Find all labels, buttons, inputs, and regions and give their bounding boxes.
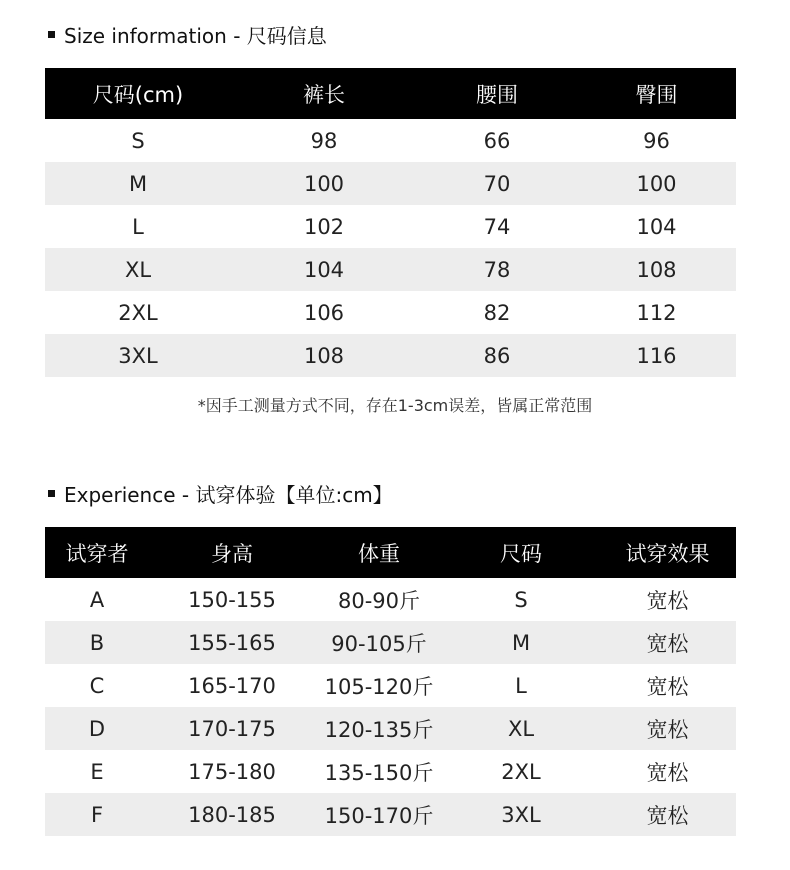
table-row: [45, 621, 736, 664]
size-cell: S: [131, 128, 145, 153]
square-bullet-icon: [48, 490, 55, 497]
experience-table-header: [45, 527, 736, 578]
size-cell: XL: [124, 257, 152, 282]
table-row: [45, 205, 736, 248]
size-table-header: [45, 68, 736, 119]
hip-cell: 108: [636, 257, 677, 282]
waist-cell: 86: [483, 343, 511, 368]
size-cell: L: [515, 673, 527, 698]
size-cell: XL: [507, 716, 535, 741]
fit-cell: 宽松: [646, 588, 689, 613]
length-cell: 104: [303, 257, 345, 282]
fit-cell: 宽松: [646, 631, 689, 656]
length-cell: 108: [303, 343, 345, 368]
experience-section-title: [48, 478, 393, 508]
size-cell: M: [511, 630, 531, 655]
experience-table: [45, 527, 736, 836]
header-hip: 臀围: [635, 82, 678, 107]
waist-cell: 82: [483, 300, 511, 325]
height-cell: 165-170: [188, 673, 276, 698]
weight-cell: 120-135斤: [324, 717, 434, 742]
height-cell: 170-175: [188, 716, 276, 741]
square-bullet-icon: [48, 31, 55, 38]
table-row: [45, 664, 736, 707]
experience-section-title-text: Experience - 试穿体验【单位:cm】: [64, 482, 393, 507]
table-row: [45, 578, 736, 621]
length-cell: 98: [310, 128, 338, 153]
height-cell: 150-155: [188, 587, 276, 612]
hip-cell: 112: [636, 300, 677, 325]
fit-cell: 宽松: [646, 760, 689, 785]
hip-cell: 100: [636, 171, 677, 196]
table-row: [45, 162, 736, 205]
weight-cell: 105-120斤: [324, 674, 434, 699]
weight-cell: 150-170斤: [324, 803, 434, 828]
size-cell: L: [132, 214, 144, 239]
tester-cell: A: [89, 587, 105, 612]
size-cell: 2XL: [501, 759, 541, 784]
length-cell: 106: [303, 300, 345, 325]
tester-cell: F: [90, 802, 104, 827]
fit-cell: 宽松: [646, 803, 689, 828]
height-cell: 180-185: [188, 802, 276, 827]
table-row: [45, 793, 736, 836]
waist-cell: 70: [483, 171, 511, 196]
fit-cell: 宽松: [646, 717, 689, 742]
hip-cell: 96: [643, 128, 670, 153]
size-section-title-text: Size information - 尺码信息: [64, 23, 327, 48]
table-row: [45, 707, 736, 750]
weight-cell: 90-105斤: [331, 631, 427, 656]
header-size: 尺码: [500, 541, 542, 566]
size-section-title: [48, 19, 327, 49]
measurement-note: *因手工测量方式不同，存在1-3cm误差，皆属正常范围: [197, 396, 593, 415]
header-height: 身高: [211, 541, 253, 566]
tester-cell: E: [90, 759, 104, 784]
size-table: [45, 68, 736, 377]
tester-cell: C: [89, 673, 105, 698]
header-waist: 腰围: [476, 82, 518, 107]
table-row: [45, 291, 736, 334]
waist-cell: 78: [483, 257, 511, 282]
hip-cell: 104: [636, 214, 677, 239]
size-cell: 3XL: [118, 343, 158, 368]
table-row: [45, 119, 736, 162]
header-size: 尺码(cm): [92, 82, 184, 107]
table-row: [45, 750, 736, 793]
table-row: [45, 248, 736, 291]
size-cell: 2XL: [118, 300, 158, 325]
weight-cell: 135-150斤: [324, 760, 434, 785]
fit-cell: 宽松: [646, 674, 689, 699]
size-cell: 3XL: [501, 802, 541, 827]
hip-cell: 116: [636, 343, 677, 368]
waist-cell: 74: [483, 214, 511, 239]
length-cell: 102: [303, 214, 345, 239]
header-tester: 试穿者: [65, 541, 129, 566]
waist-cell: 66: [483, 128, 511, 153]
tester-cell: B: [89, 630, 105, 655]
length-cell: 100: [303, 171, 345, 196]
size-cell: M: [128, 171, 148, 196]
size-cell: S: [514, 587, 528, 612]
weight-cell: 80-90斤: [337, 588, 421, 613]
height-cell: 175-180: [188, 759, 276, 784]
height-cell: 155-165: [188, 630, 276, 655]
header-length: 裤长: [303, 82, 345, 107]
header-weight: 体重: [358, 541, 400, 566]
tester-cell: D: [88, 716, 106, 741]
header-fit: 试穿效果: [625, 541, 710, 566]
table-row: [45, 334, 736, 377]
